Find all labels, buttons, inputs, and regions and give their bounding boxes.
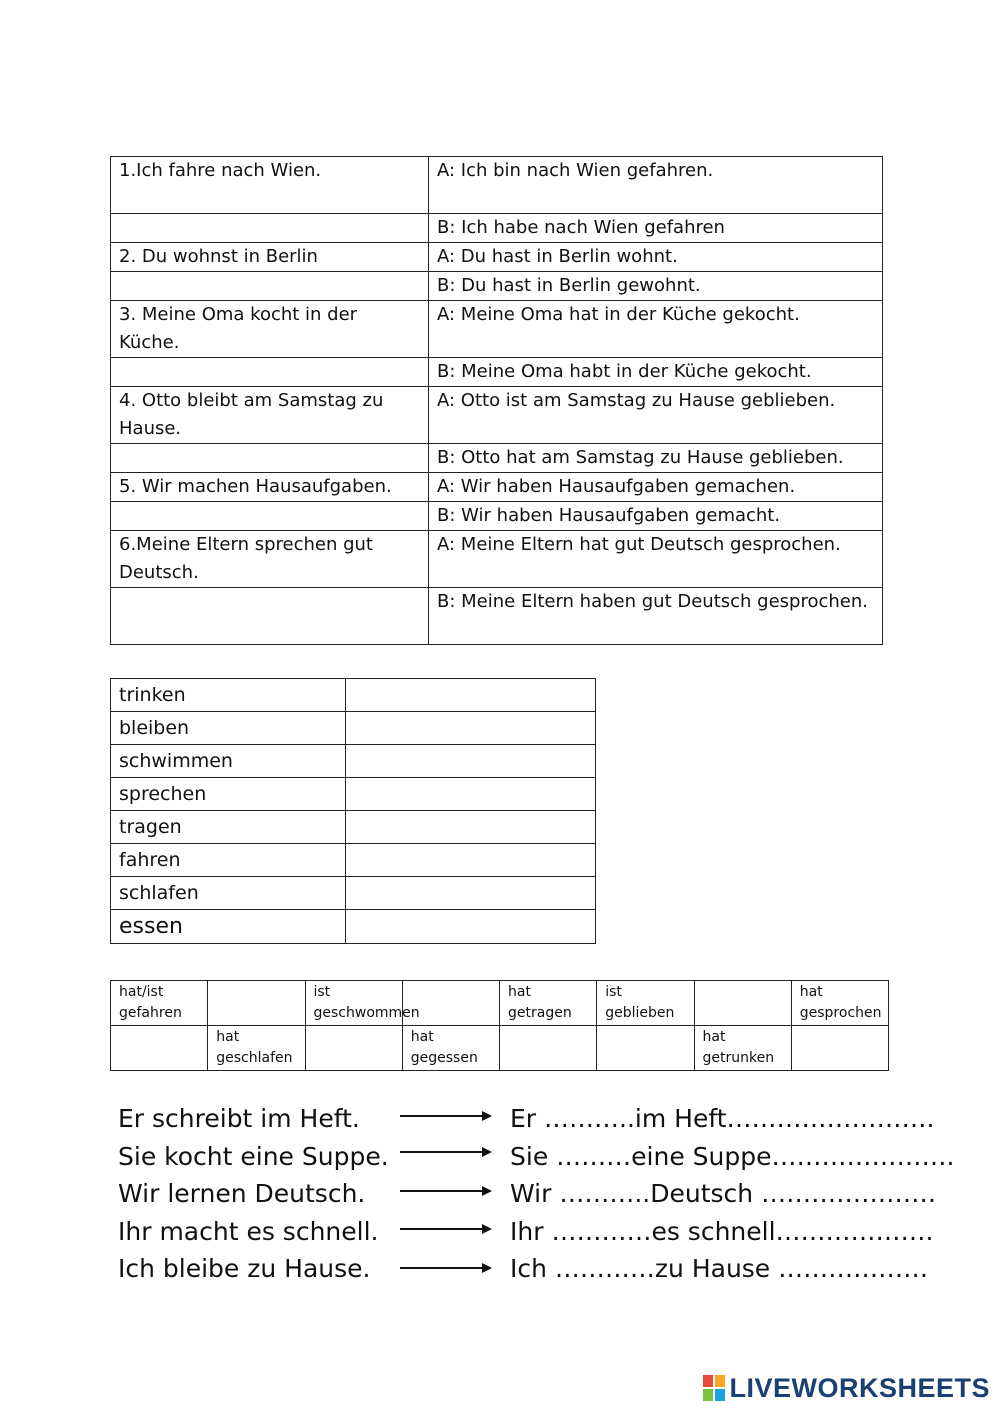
source-sentence: [111, 272, 429, 301]
perfect-gap-sentence[interactable]: Sie ………eine Suppe………………….: [510, 1141, 955, 1171]
source-sentence: 6.Meine Eltern sprechen gut Deutsch.: [111, 531, 429, 588]
option-b[interactable]: B: Wir haben Hausaufgaben gemacht.: [429, 502, 883, 531]
option-a[interactable]: A: Wir haben Hausaufgaben gemachen.: [429, 473, 883, 502]
answer-drop-cell[interactable]: [346, 679, 596, 712]
participle-option: [305, 1026, 402, 1071]
participle-option[interactable]: hat gesprochen: [791, 981, 888, 1026]
participle-option[interactable]: hat/ist gefahren: [111, 981, 208, 1026]
perfect-gap-sentence[interactable]: Ihr …………es schnell……………….: [510, 1216, 934, 1246]
verb-label: tragen: [111, 811, 346, 844]
source-sentence: 3. Meine Oma kocht in der Küche.: [111, 301, 429, 358]
source-sentence: [111, 502, 429, 531]
table-row: [111, 712, 596, 745]
source-sentence: [111, 588, 429, 645]
table-row: [111, 745, 596, 778]
participle-option[interactable]: hat getragen: [500, 981, 597, 1026]
table-row: [111, 272, 883, 301]
table-row: [111, 588, 883, 645]
verb-answer-table: [110, 678, 596, 944]
table-row: [111, 243, 883, 272]
table-row: [111, 844, 596, 877]
option-a[interactable]: A: Meine Oma hat in der Küche gekocht.: [429, 301, 883, 358]
table-row: [111, 157, 883, 214]
participle-option[interactable]: hat geschlafen: [208, 1026, 305, 1071]
participle-option: [597, 1026, 694, 1071]
participle-option: [791, 1026, 888, 1071]
conversion-row: [118, 1138, 955, 1176]
table-row: [111, 1026, 889, 1071]
liveworksheets-brand: [703, 1371, 990, 1405]
arrow-right-icon: [398, 1175, 494, 1212]
option-b[interactable]: B: Otto hat am Samstag zu Hause geblieben.: [429, 444, 883, 473]
participle-option: [694, 981, 791, 1026]
option-a[interactable]: A: Ich bin nach Wien gefahren.: [429, 157, 883, 214]
answer-drop-cell[interactable]: [346, 778, 596, 811]
source-sentence: [111, 358, 429, 387]
conversion-row: [118, 1100, 935, 1138]
option-b[interactable]: B: Meine Eltern haben gut Deutsch gesprochen.: [429, 588, 883, 645]
verb-label: schlafen: [111, 877, 346, 910]
perfect-gap-sentence[interactable]: Ich …………zu Hause ………………: [510, 1254, 929, 1283]
source-sentence: [111, 444, 429, 473]
answer-drop-cell[interactable]: [346, 745, 596, 778]
logo-block: [715, 1375, 725, 1387]
table-row: [111, 358, 883, 387]
present-sentence: Ihr macht es schnell.: [118, 1216, 379, 1246]
verb-label: bleiben: [111, 712, 346, 745]
table-row: [111, 910, 596, 944]
table-row: [111, 301, 883, 358]
table-row: [111, 778, 596, 811]
option-b[interactable]: B: Meine Oma habt in der Küche gekocht.: [429, 358, 883, 387]
source-sentence: [111, 214, 429, 243]
option-b[interactable]: B: Du hast in Berlin gewohnt.: [429, 272, 883, 301]
source-sentence: 2. Du wohnst in Berlin: [111, 243, 429, 272]
table-row: [111, 387, 883, 444]
liveworksheets-logo-icon: [703, 1375, 725, 1401]
logo-block: [715, 1389, 725, 1401]
table-row: [111, 877, 596, 910]
verb-label: essen: [111, 910, 346, 944]
participle-option: [500, 1026, 597, 1071]
answer-drop-cell[interactable]: [346, 712, 596, 745]
table-row: [111, 473, 883, 502]
table-row: [111, 502, 883, 531]
option-a[interactable]: A: Meine Eltern hat gut Deutsch gesprochen.: [429, 531, 883, 588]
table-row: [111, 214, 883, 243]
perfect-gap-sentence[interactable]: Er ………..im Heft…………………….: [510, 1104, 935, 1133]
table-row: [111, 444, 883, 473]
source-sentence: 5. Wir machen Hausaufgaben.: [111, 473, 429, 502]
conversion-row: [118, 1213, 934, 1251]
source-sentence: 1.Ich fahre nach Wien.: [111, 157, 429, 214]
table-row: [111, 981, 889, 1026]
present-sentence: Ich bleibe zu Hause.: [118, 1254, 371, 1283]
answer-drop-cell[interactable]: [346, 910, 596, 944]
arrow-right-icon: [398, 1138, 494, 1175]
option-a[interactable]: A: Du hast in Berlin wohnt.: [429, 243, 883, 272]
logo-block: [703, 1389, 713, 1401]
verb-label: trinken: [111, 679, 346, 712]
sentence-conversion-list: [118, 1100, 955, 1288]
perfect-gap-sentence[interactable]: Wir ………..Deutsch …………………: [510, 1179, 937, 1208]
verb-label: sprechen: [111, 778, 346, 811]
participle-option: [208, 981, 305, 1026]
verb-label: schwimmen: [111, 745, 346, 778]
table-row: [111, 811, 596, 844]
answer-drop-cell[interactable]: [346, 811, 596, 844]
present-sentence: Wir lernen Deutsch.: [118, 1179, 366, 1208]
option-b[interactable]: B: Ich habe nach Wien gefahren: [429, 214, 883, 243]
participle-option[interactable]: ist geschwommen: [305, 981, 402, 1026]
conversion-row: [118, 1250, 929, 1288]
arrow-right-icon: [398, 1100, 494, 1137]
participle-bank-table: [110, 980, 889, 1071]
brand-name: LIVEWORKSHEETS: [729, 1372, 990, 1403]
arrow-right-icon: [398, 1213, 494, 1250]
participle-option[interactable]: hat gegessen: [402, 1026, 499, 1071]
participle-option[interactable]: hat getrunken: [694, 1026, 791, 1071]
present-sentence: Er schreibt im Heft.: [118, 1104, 360, 1133]
present-sentence: Sie kocht eine Suppe.: [118, 1141, 389, 1171]
table-row: [111, 531, 883, 588]
logo-block: [703, 1375, 713, 1387]
conversion-row: [118, 1175, 937, 1213]
answer-drop-cell[interactable]: [346, 877, 596, 910]
sentence-choice-table: [110, 156, 883, 645]
table-row: [111, 679, 596, 712]
arrow-right-icon: [398, 1250, 494, 1287]
source-sentence: 4. Otto bleibt am Samstag zu Hause.: [111, 387, 429, 444]
participle-option[interactable]: ist geblieben: [597, 981, 694, 1026]
answer-drop-cell[interactable]: [346, 844, 596, 877]
verb-label: fahren: [111, 844, 346, 877]
option-a[interactable]: A: Otto ist am Samstag zu Hause geblieben.: [429, 387, 883, 444]
participle-option: [111, 1026, 208, 1071]
